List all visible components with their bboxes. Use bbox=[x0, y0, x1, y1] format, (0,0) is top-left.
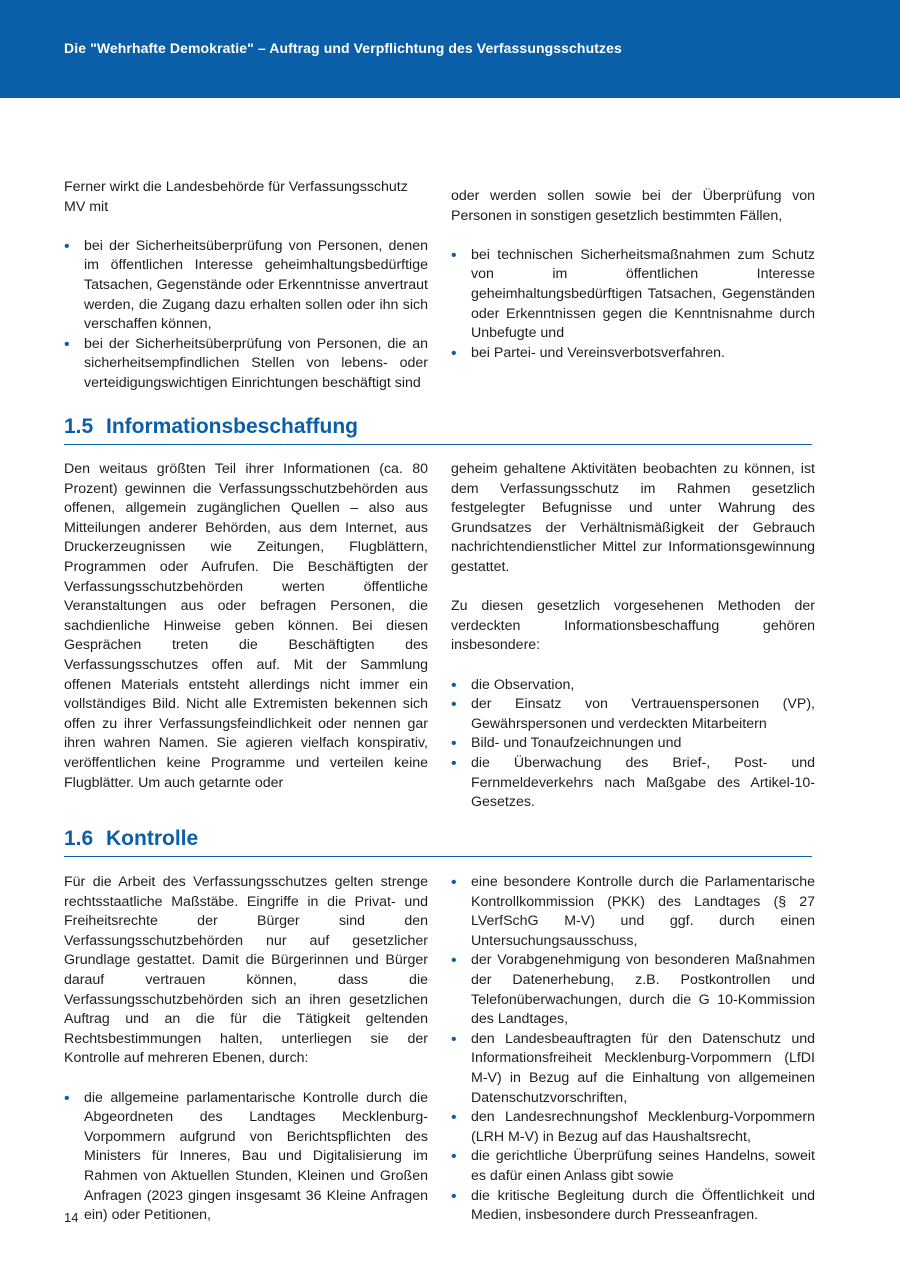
list-item: • bei Partei- und Vereinsverbotsverfahren. bbox=[451, 344, 815, 364]
section-heading-1-5 bbox=[64, 414, 812, 445]
paragraph: Den weitaus größten Teil ihrer Informationen (ca. 80 Prozent) gewinnen die Verfassungsschutzbehörden aus offenen, allgemein zugänglichen Quellen – also aus Mitteilungen anderer Behörden, aus dem Internet, aus Druckerzeugnissen wie Zeitungen, Flugblättern, Programmen oder Aufrufen. Die Beschäftigten der Verfassungsschutzbehörden werten öffentliche Veranstaltungen aus oder befragen Personen, die sachdienliche Hinweise geben können. Bei diesen Gesprächen treten die Beschäftigten des Verfassungsschutzes offen auf. Mit der Sammlung offenen Materials entsteht allerdings nicht immer ein vollständiges Bild. Nicht alle Extremisten bekennen sich offen zu ihrer Verfassungsfeindlichkeit oder nennen gar ihren wahren Namen. Sie agieren vielfach konspirativ, veröffentlichen keine Programme und verteilen keine Flugblätter. Um auch getarnte oder bbox=[64, 461, 428, 791]
list-item: • die allgemeine parlamentarische Kontrolle durch die Abgeordneten des Landtages Mecklenburg-Vorpommern aufgrund von Berichtspflichten des Ministers für Inneres, Bau und Digitalisierung im Rahmen von Aktuellen Stunden, Kleinen und Großen Anfragen (2023 gingen insgesamt 36 Kleine Anfragen ein) oder Petitionen, bbox=[64, 1089, 428, 1226]
paragraph: Für die Arbeit des Verfassungsschutzes gelten strenge rechtsstaatliche Maßstäbe. Eingriffe in die Privat- und Freiheitsrechte der Bürger sind den Verfassungsschutzbehörden nur auf gesetzlicher Grundlage gestattet. Damit die Bürgerinnen und Bürger darauf vertrauen können, dass die Verfassungsschutzbehörden sich an ihren gesetzlichen Auftrag und an die für die Tätigkeit geltenden Rechtsbestimmungen halten, unterliegen sie der Kontrolle auf mehreren Ebenen, durch: bbox=[64, 874, 428, 1067]
list-item: • den Landesrechnungshof Mecklenburg-Vorpommern (LRH M-V) in Bezug auf das Haushaltsrecht, bbox=[451, 1108, 815, 1147]
intro-left-column bbox=[64, 178, 428, 394]
page-header bbox=[0, 0, 900, 98]
section-heading-1-6 bbox=[64, 826, 812, 857]
list-item: • der Einsatz von Vertrauenspersonen (VP), Gewährspersonen und verdeckten Mitarbeitern bbox=[451, 695, 815, 734]
header-title: Die "Wehrhafte Demokratie" – Auftrag und Verpflichtung des Verfassungsschutzes bbox=[64, 40, 622, 56]
control-list-left bbox=[64, 1089, 428, 1226]
intro-right-column bbox=[451, 187, 815, 363]
section-number: 1.5 bbox=[64, 415, 94, 438]
intro-continuation: oder werden sollen sowie bei der Überprüfung von Personen in sonstigen gesetzlich bestimmten Fällen, bbox=[451, 188, 815, 224]
paragraph: Zu diesen gesetzlich vorgesehenen Methoden der verdeckten Informationsbeschaffung gehören insbesondere: bbox=[451, 598, 815, 654]
list-item: • die gerichtliche Überprüfung seines Handelns, soweit es dafür einen Anlass gibt sowie bbox=[451, 1147, 815, 1186]
section-1-6-left-column bbox=[64, 873, 428, 1226]
list-item: • die Überwachung des Brief-, Post- und Fernmeldeverkehrs nach Maßgabe des Artikel-10-Gesetzes. bbox=[451, 754, 815, 813]
section-1-5-left-column bbox=[64, 460, 428, 793]
list-item: • bei der Sicherheitsüberprüfung von Personen, die an sicherheitsempfindlichen Stellen von lebens- oder verteidigungswichtigen Einrichtungen beschäftigt sind bbox=[64, 335, 428, 394]
list-item: • Bild- und Tonaufzeichnungen und bbox=[451, 734, 815, 754]
section-title: Kontrolle bbox=[106, 827, 199, 850]
section-1-5-right-column bbox=[451, 460, 815, 813]
intro-lead: Ferner wirkt die Landesbehörde für Verfassungsschutz MV mit bbox=[64, 179, 408, 215]
list-item: • der Vorabgenehmigung von besonderen Maßnahmen der Datenerhebung, z.B. Postkontrollen und Telefonüberwachungen, durch die G 10-Kommission des Landtages, bbox=[451, 951, 815, 1029]
section-1-6-right-column bbox=[451, 873, 815, 1226]
paragraph: geheim gehaltene Aktivitäten beobachten zu können, ist dem Verfassungsschutz im Rahmen gesetzlich festgelegter Befugnisse und unter Wahrung des Grundsatzes der Verhältnismäßigkeit der Gebrauch nachrichtendienstlicher Mittel zur Informationsgewinnung gestattet. bbox=[451, 461, 815, 575]
section-title: Informationsbeschaffung bbox=[106, 415, 359, 438]
intro-left-list bbox=[64, 237, 428, 394]
list-item: • den Landesbeauftragten für den Datenschutz und Informationsfreiheit Mecklenburg-Vorpommern (LfDI M-V) in Bezug auf die Einhaltung von allgemeinen Datenschutzvorschriften, bbox=[451, 1030, 815, 1108]
page-number: 14 bbox=[64, 1210, 79, 1225]
list-item: • bei technischen Sicherheitsmaßnahmen zum Schutz von im öffentlichen Interesse geheimhaltungsbedürftigen Tatsachen, Gegenständen oder Erkenntnissen gegen die Kenntnisnahme durch Unbefugte und bbox=[451, 246, 815, 344]
control-list-right bbox=[451, 873, 815, 1226]
list-item: • die Observation, bbox=[451, 676, 815, 696]
list-item: • die kritische Begleitung durch die Öffentlichkeit und Medien, insbesondere durch Presseanfragen. bbox=[451, 1187, 815, 1226]
section-number: 1.6 bbox=[64, 827, 94, 850]
list-item: • bei der Sicherheitsüberprüfung von Personen, denen im öffentlichen Interesse geheimhaltungsbedürftige Tatsachen, Gegenstände oder Erkenntnisse anvertraut werden, die Zugang dazu erhalten sollen oder ihn sich verschaffen können, bbox=[64, 237, 428, 335]
list-item: • eine besondere Kontrolle durch die Parlamentarische Kontrollkommission (PKK) des Landtages (§ 27 LVerfSchG M-V) und ggf. durch einen Untersuchungsausschuss, bbox=[451, 873, 815, 951]
methods-list bbox=[451, 676, 815, 813]
intro-right-list bbox=[451, 246, 815, 364]
